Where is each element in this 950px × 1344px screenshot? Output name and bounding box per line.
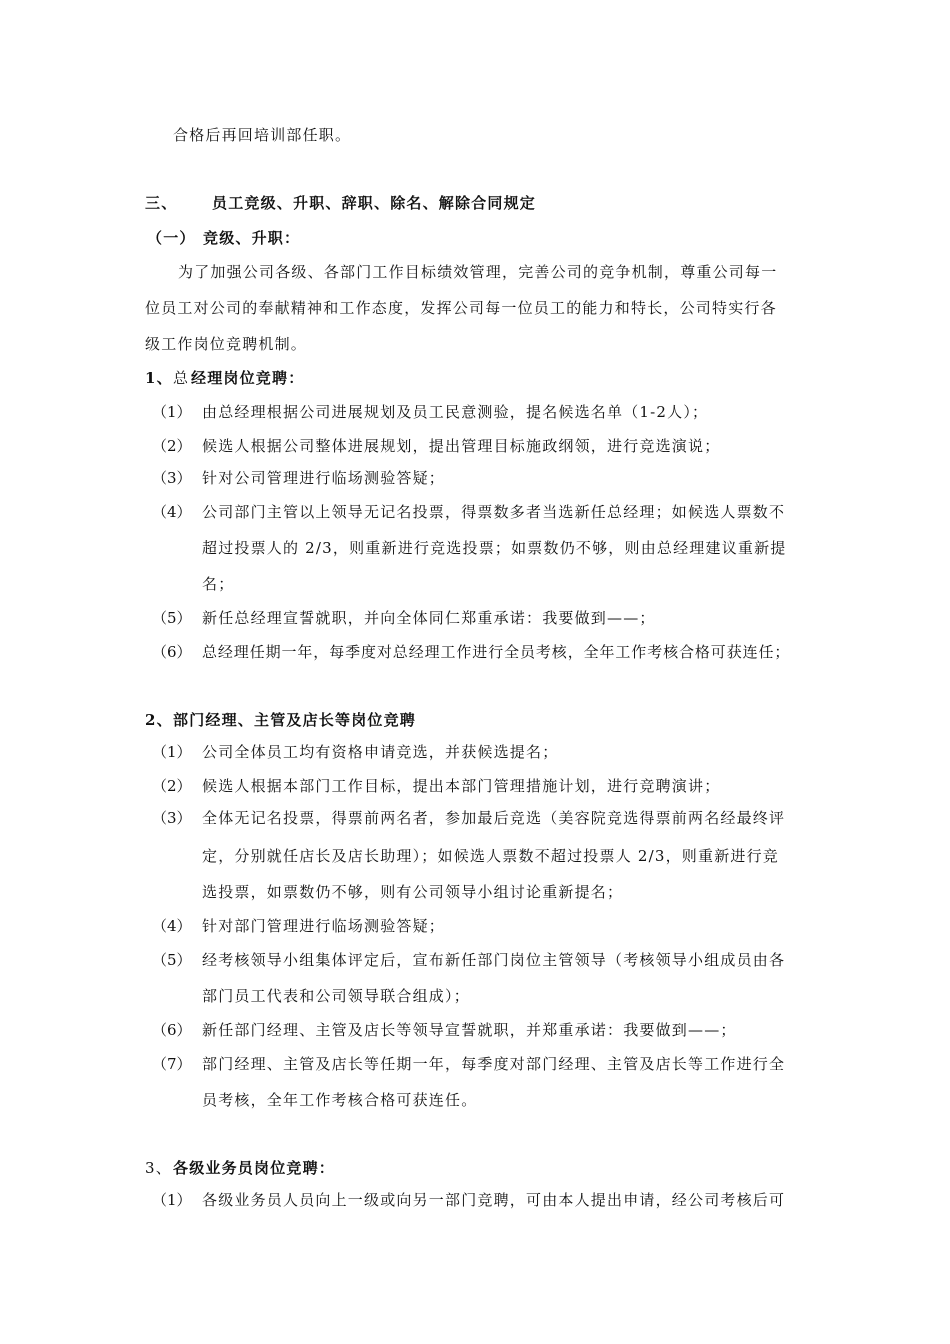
heading-title: 各级业务员岗位竞聘： <box>173 1159 336 1177</box>
list-item-text: 员考核，全年工作考核合格可获连任。 <box>202 1091 478 1109</box>
paragraph-line: 位员工对公司的奉献精神和工作态度，发挥公司每一位员工的能力和特长，公司特实行各 <box>145 299 777 317</box>
list-item-text: 超过投票人的 2/3，则重新进行竞选投票；如票数仍不够，则由总经理建议重新提 <box>202 539 787 557</box>
list-item-number: （2） <box>152 437 192 455</box>
subsection-number: （一） <box>147 229 196 247</box>
paragraph-line: 为了加强公司各级、各部门工作目标绩效管理，完善公司的竞争机制，尊重公司每一 <box>178 263 778 281</box>
list-item-number: （7） <box>152 1055 192 1073</box>
subsection-title: 竞级、升职： <box>203 229 301 247</box>
list-item-text: 各级业务员人员向上一级或向另一部门竞聘，可由本人提出申请，经公司考核后可 <box>202 1191 786 1209</box>
heading-title: 部门经理、主管及店长等岗位竞聘 <box>173 711 417 729</box>
list-item-text: 公司部门主管以上领导无记名投票，得票数多者当选新任总经理；如候选人票数不 <box>202 503 786 521</box>
list-item-number: （2） <box>152 777 192 795</box>
list-item-number: （4） <box>152 503 192 521</box>
list-item-number: （3） <box>152 809 192 827</box>
list-item-number: （1） <box>152 403 192 421</box>
list-item-text: 由总经理根据公司进展规划及员工民意测验，提名候选名单（1-2人）； <box>202 403 709 421</box>
list-item-number: （4） <box>152 917 192 935</box>
list-item-text: 部门经理、主管及店长等任期一年，每季度对部门经理、主管及店长等工作进行全 <box>202 1055 786 1073</box>
list-item-text: 候选人根据公司整体进展规划，提出管理目标施政纲领，进行竞选演说； <box>202 437 721 455</box>
section-number: 三、 <box>145 194 178 212</box>
list-item-number: （1） <box>152 743 192 761</box>
paragraph-line: 级工作岗位竞聘机制。 <box>145 335 308 353</box>
list-item-text: 选投票，如票数仍不够，则有公司领导小组讨论重新提名； <box>202 883 624 901</box>
list-item-text: 定，分别就任店长及店长助理）；如候选人票数不超过投票人 2/3，则重新进行竞 <box>202 847 780 865</box>
list-item-text: 针对部门管理进行临场测验答疑； <box>202 917 446 935</box>
list-item-text: 总经理任期一年，每季度对总经理工作进行全员考核，全年工作考核合格可获连任； <box>202 643 791 661</box>
list-item-text: 名； <box>202 575 235 593</box>
heading-title: 经理岗位竞聘： <box>191 369 305 387</box>
list-item-number: （6） <box>152 1021 192 1039</box>
list-item-number: （3） <box>152 469 192 487</box>
list-item-text: 新任部门经理、主管及店长等领导宣誓就职，并郑重承诺：我要做到——； <box>202 1021 737 1039</box>
heading-number: 1、 <box>145 369 173 387</box>
heading-number: 2、 <box>145 711 173 729</box>
list-item-number: （5） <box>152 951 192 969</box>
heading-prefix: 总 <box>173 369 190 387</box>
list-item-text: 新任总经理宣誓就职，并向全体同仁郑重承诺：我要做到——； <box>202 609 656 627</box>
section-title: 员工竞级、升职、辞职、除名、解除合同规定 <box>212 194 537 212</box>
list-item-text: 部门员工代表和公司领导联合组成）； <box>202 987 470 1005</box>
list-item-text: 候选人根据本部门工作目标，提出本部门管理措施计划，进行竞聘演讲； <box>202 777 721 795</box>
list-item-text: 针对公司管理进行临场测验答疑； <box>202 469 446 487</box>
list-item-text: 经考核领导小组集体评定后，宣布新任部门岗位主管领导（考核领导小组成员由各 <box>202 951 786 969</box>
list-item-number: （1） <box>152 1191 192 1209</box>
list-item-text: 公司全体员工均有资格申请竞选，并获候选提名； <box>202 743 559 761</box>
list-item-number: （5） <box>152 609 192 627</box>
continuation-line: 合格后再回培训部任职。 <box>173 126 352 144</box>
heading-number: 3、 <box>145 1159 172 1177</box>
list-item-text: 全体无记名投票，得票前两名者，参加最后竞选（美容院竞选得票前两名经最终评 <box>202 809 786 827</box>
list-item-number: （6） <box>152 643 192 661</box>
